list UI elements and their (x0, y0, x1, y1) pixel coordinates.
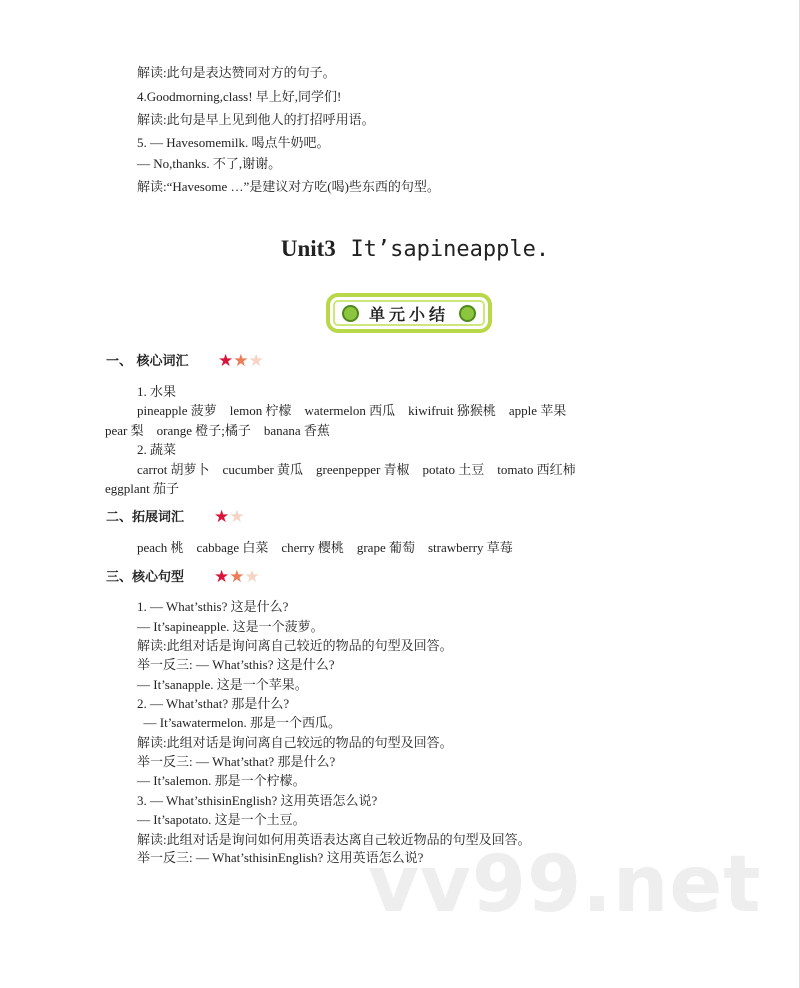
text-line: pineapple 菠萝 lemon 柠檬 watermelon 西瓜 kiwifruit 猕猴桃 apple 苹果 (137, 403, 567, 418)
section-heading: 二、拓展词汇 (106, 510, 185, 525)
text-line: 举一反三: — What’sthisinEnglish? 这用英语怎么说? (137, 850, 424, 865)
text-line: peach 桃 cabbage 白菜 cherry 樱桃 grape 葡萄 strawberry 草莓 (137, 540, 513, 555)
watermark: vv99.net (368, 840, 762, 930)
text-line: — It’sawatermelon. 那是一个西瓜。 (137, 715, 341, 730)
text-line: 2. — What’sthat? 那是什么? (137, 696, 290, 711)
dot-icon (459, 305, 476, 322)
text-line: 举一反三: — What’sthat? 那是什么? (137, 754, 336, 769)
text-line: eggplant 茄子 (105, 481, 180, 496)
unit-summary-badge (326, 293, 492, 333)
text-line: carrot 胡萝卜 cucumber 黄瓜 greenpepper 青椒 potato 土豆 tomato 西红柿 (137, 462, 576, 477)
star-rating-icon: ★★★ (218, 351, 264, 371)
text-line: 解读:此句是早上见到他人的打招呼用语。 (137, 112, 375, 127)
unit-number: Unit3 (280, 236, 336, 261)
text-line: — No,thanks. 不了,谢谢。 (137, 156, 282, 171)
text-line: 举一反三: — What’sthis? 这是什么? (137, 657, 335, 672)
text-line: 解读:此句是表达赞同对方的句子。 (137, 65, 336, 80)
text-line: 解读:“Havesome …”是建议对方吃(喝)些东西的句型。 (137, 179, 440, 194)
text-line: 解读:此组对话是询问离自己较近的物品的句型及回答。 (137, 638, 453, 653)
section-heading: 一、 核心词汇 (106, 354, 189, 369)
dot-icon (342, 305, 359, 322)
star-rating-icon: ★★★ (214, 567, 260, 587)
text-line: 1. 水果 (137, 384, 177, 399)
unit-title (0, 236, 800, 262)
text-line: — It’salemon. 那是一个柠檬。 (137, 773, 306, 788)
text-line: pear 梨 orange 橙子;橘子 banana 香蕉 (105, 423, 330, 438)
text-line: 解读:此组对话是询问如何用英语表达离自己较近物品的句型及回答。 (137, 832, 531, 847)
text-line: 1. — What’sthis? 这是什么? (137, 599, 289, 614)
unit-subtitle: It’sapineapple. (350, 237, 550, 262)
text-line: 解读:此组对话是询问离自己较远的物品的句型及回答。 (137, 735, 453, 750)
badge-label: 单元小结 (368, 304, 449, 324)
text-line: 5. — Havesomemilk. 喝点牛奶吧。 (137, 135, 330, 150)
text-line: 4.Goodmorning,class! 早上好,同学们! (137, 89, 342, 104)
text-line: — It’sapotato. 这是一个土豆。 (137, 812, 306, 827)
section-heading: 三、核心句型 (106, 570, 185, 585)
text-line: — It’sanapple. 这是一个苹果。 (137, 677, 308, 692)
star-rating-icon: ★★ (214, 507, 245, 527)
text-line: 3. — What’sthisinEnglish? 这用英语怎么说? (137, 793, 378, 808)
text-line: — It’sapineapple. 这是一个菠萝。 (137, 619, 324, 634)
text-line: 2. 蔬菜 (137, 442, 177, 457)
